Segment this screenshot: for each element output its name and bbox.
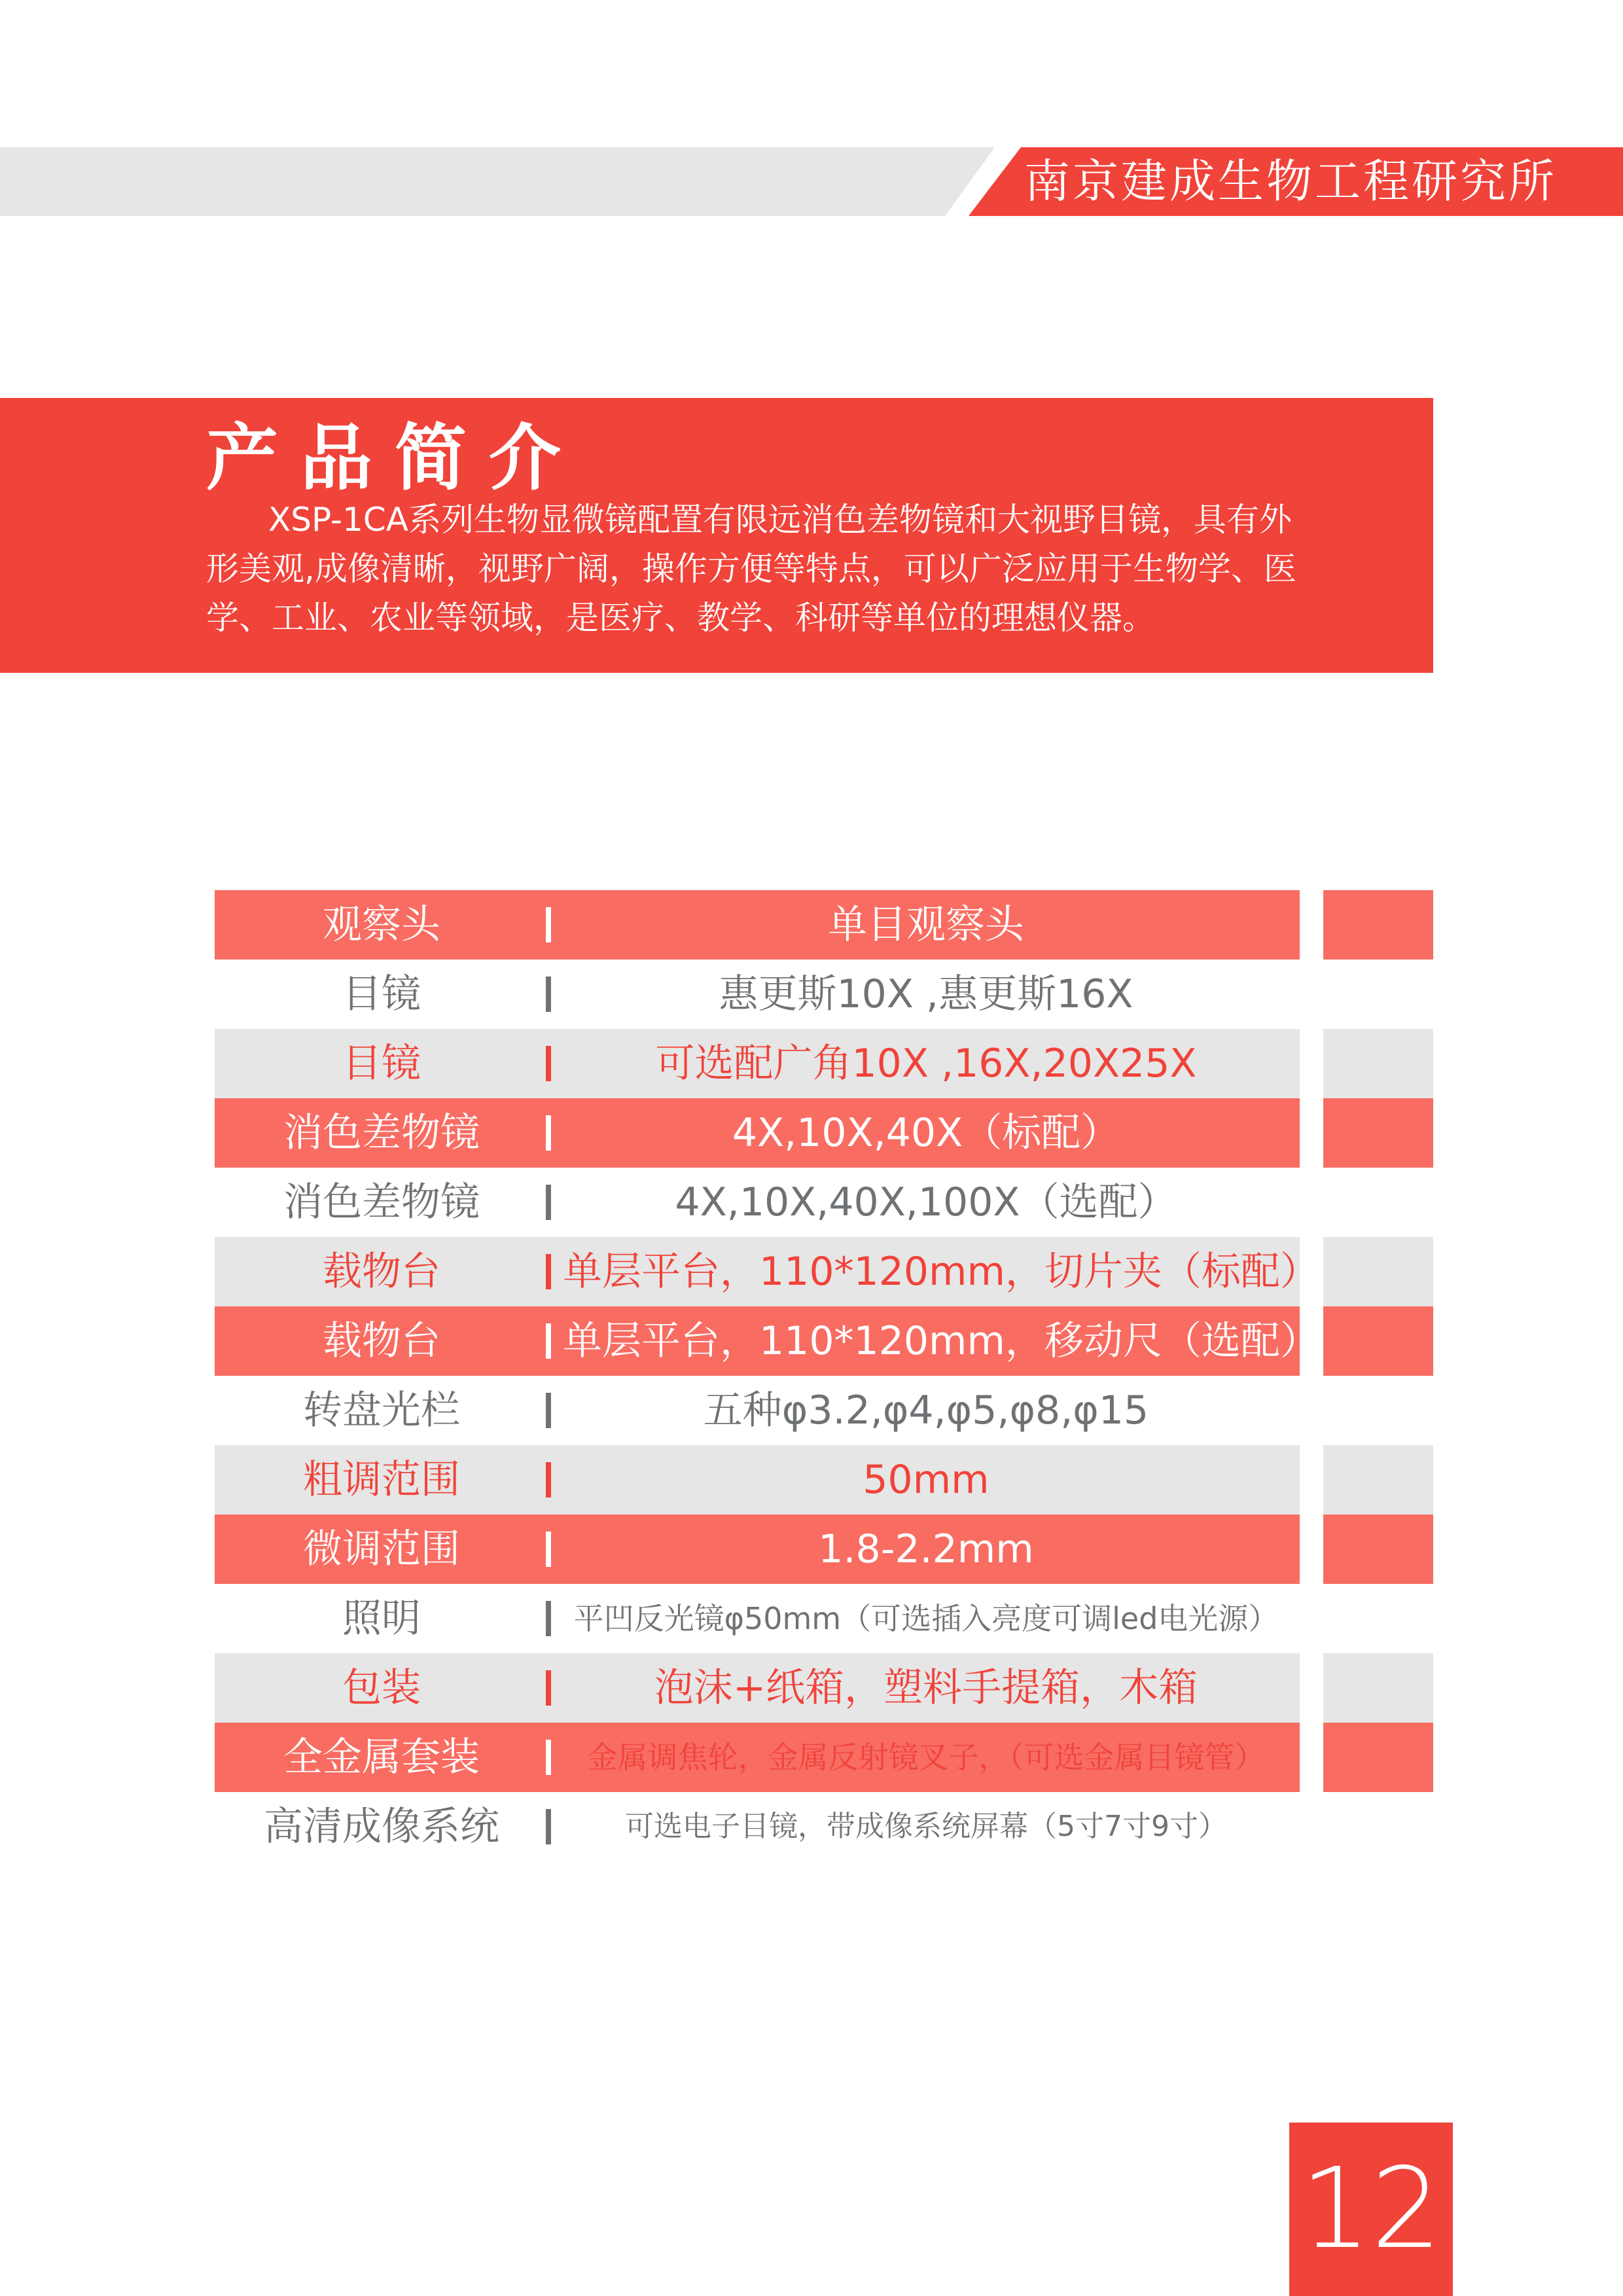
spec-separator [546,977,551,1012]
intro-line: 学、工业、农业等领域，是医疗、教学、科研等单位的理想仪器。 [206,599,1155,637]
intro-line: 形美观,成像清晰，视野广阔，操作方便等特点，可以广泛应用于生物学、医 [206,550,1296,588]
spec-value: 金属调焦轮，金属反射镜叉子，（可选金属目镜管） [587,1740,1265,1775]
spec-row-side-tab [1323,1445,1433,1515]
spec-value: 单层平台，110*120mm，移动尺（选配） [563,1318,1319,1364]
spec-separator [546,1185,551,1220]
spec-row-side-tab [1323,1723,1433,1792]
spec-separator [546,1393,551,1428]
spec-label: 照明 [342,1596,421,1641]
spec-value: 可选电子目镜，带成像系统屏幕（5寸7寸9寸） [625,1810,1227,1843]
spec-label: 粗调范围 [303,1457,460,1503]
spec-separator [546,1809,551,1844]
spec-separator [546,1254,551,1289]
page-number: 12 [1300,2144,1442,2274]
spec-label: 载物台 [323,1249,440,1295]
spec-label: 消色差物镜 [283,1179,480,1225]
spec-value: 1.8-2.2mm [818,1526,1034,1572]
spec-separator [546,1740,551,1775]
spec-value: 单目观察头 [828,902,1024,948]
spec-value: 4X,10X,40X（标配） [732,1110,1120,1156]
spec-label: 载物台 [323,1318,440,1364]
organization-name: 南京建成生物工程研究所 [1024,154,1557,208]
spec-separator [546,1462,551,1498]
spec-separator [546,1115,551,1151]
spec-row-side-tab [1323,1237,1433,1306]
spec-row-side-tab [1323,1515,1433,1584]
spec-label: 全金属套装 [283,1734,480,1780]
spec-value: 单层平台，110*120mm，切片夹（标配） [563,1249,1319,1295]
spec-label: 消色差物镜 [283,1110,480,1156]
spec-separator [546,1046,551,1081]
spec-separator [546,1670,551,1706]
spec-separator [546,907,551,942]
intro-line: XSP-1CA系列生物显微镜配置有限远消色差物镜和大视野目镜，具有外 [268,501,1293,539]
spec-separator [546,1532,551,1567]
spec-row-side-tab [1323,1029,1433,1098]
spec-value: 4X,10X,40X,100X（选配） [675,1179,1177,1225]
spec-label: 目镜 [342,1041,421,1086]
intro-title: 产品简介 [206,416,583,500]
spec-value: 可选配广角10X ,16X,20X25X [655,1041,1197,1086]
spec-row-side-tab [1323,1098,1433,1168]
spec-value: 50mm [863,1457,990,1503]
spec-value: 惠更斯10X ,惠更斯16X [719,971,1133,1017]
spec-value: 五种φ3.2,φ4,φ5,φ8,φ15 [703,1388,1149,1433]
spec-label: 高清成像系统 [264,1804,499,1850]
spec-label: 包装 [342,1665,421,1711]
spec-separator [546,1601,551,1636]
spec-value: 泡沫+纸箱，塑料手提箱，木箱 [654,1665,1198,1711]
spec-label: 转盘光栏 [303,1388,460,1433]
spec-label: 观察头 [323,902,440,948]
spec-label: 目镜 [342,971,421,1017]
spec-row-side-tab [1323,1653,1433,1723]
header-gray-band [0,147,995,216]
spec-label: 微调范围 [303,1526,460,1572]
spec-row-side-tab [1323,1306,1433,1376]
spec-value: 平凹反光镜φ50mm（可选插入亮度可调led电光源） [573,1601,1279,1636]
intro-paragraph [206,495,1306,643]
spec-row-side-tab [1323,890,1433,960]
spec-separator [546,1323,551,1359]
